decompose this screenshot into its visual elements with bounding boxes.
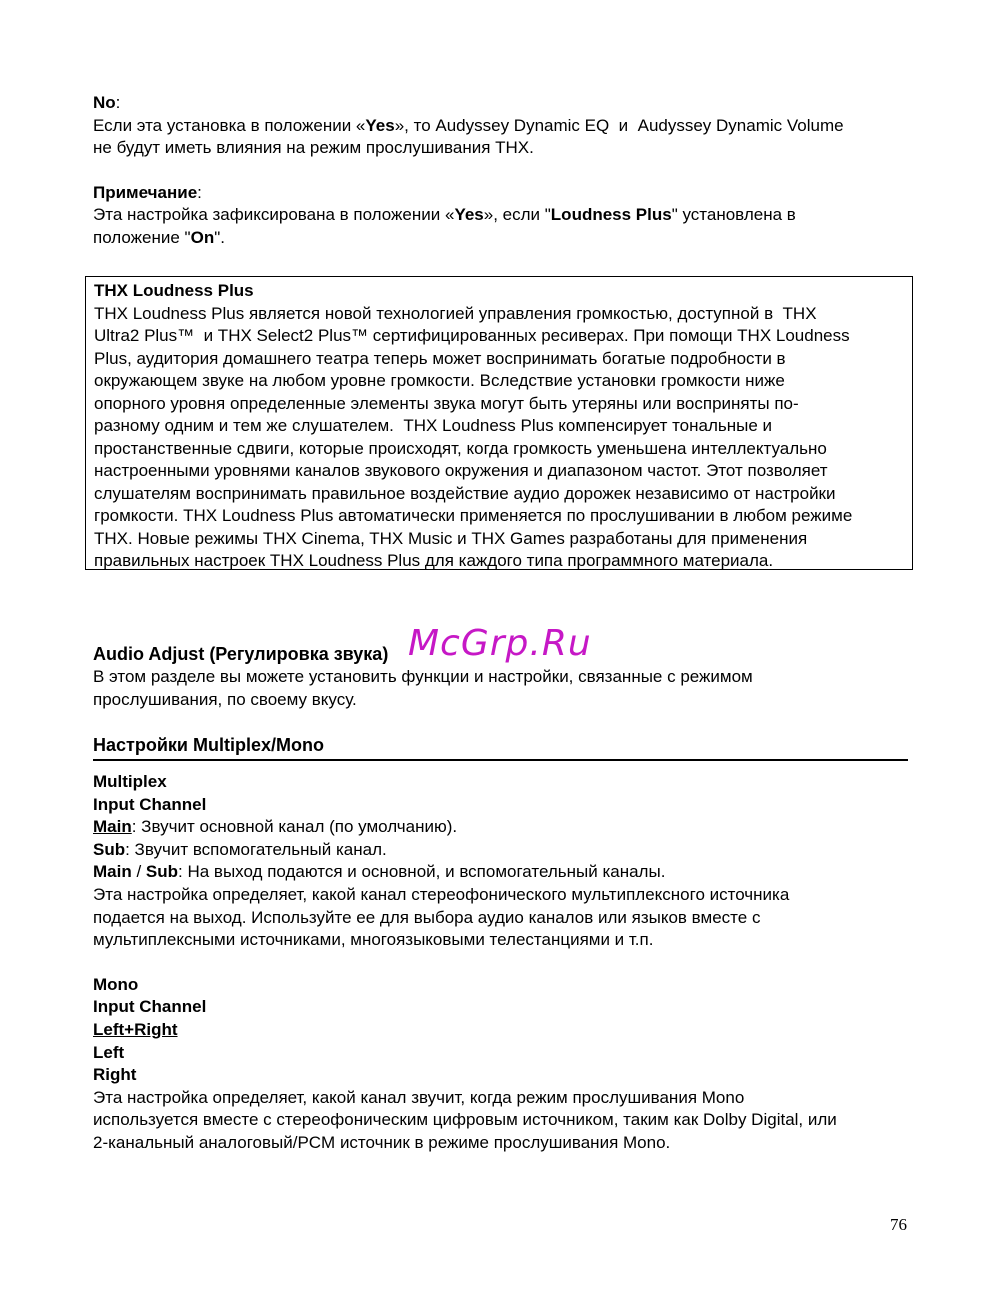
multiplex-title: Multiplex (93, 772, 167, 791)
thx-box-line: настроенными уровнями каналов звукового окружения и диапазоном частот. Этот позволяет (94, 461, 828, 480)
multiplex-desc-line: подается на выход. Используйте ее для выбора аудио каналов или языков вместе с (93, 907, 761, 927)
mono-option-left-right: Left+Right (93, 1019, 178, 1039)
thx-box-line: слушателям воспринимать правильное воздействие аудио дорожек независимо от настройки (94, 483, 836, 503)
mono-option-left: Left (93, 1042, 125, 1062)
thx-box-line: THX. Новые режимы THX Cinema, THX Music и THX Games разработаны для применения (94, 528, 808, 548)
thx-box-line: громкости. THX Loudness Plus автоматически применяется по прослушивании в любом режиме (94, 506, 853, 525)
multiplex-option-sub: Sub: Звучит вспомогательный канал. (93, 839, 387, 859)
page-number: 76 (890, 1215, 907, 1234)
note-heading: Примечание: (93, 182, 202, 202)
multiplex-mono-section (93, 733, 908, 1155)
mono-desc-line: используется вместе с стереофоническим цифровым источником, таким как Dolby Digital, или (93, 1110, 837, 1130)
mono-title: Mono (93, 974, 139, 994)
mono-input-channel: Input Channel (93, 997, 207, 1017)
audio-adjust-heading: Audio Adjust (Регулировка звука) (93, 644, 389, 664)
no-text-line1: Если эта установка в положении «Yes», то Audyssey Dynamic EQ и Audyssey Dynamic Volume (93, 115, 844, 135)
watermark-logo: McGrp.Ru (408, 623, 592, 664)
multiplex-option-main: Main: Звучит основной канал (по умолчанию). (93, 817, 458, 837)
multiplex-option-main-sub: Main / Sub: На выход подаются и основной, и вспомогательный каналы. (93, 862, 666, 882)
mono-desc-line: 2-канальный аналоговый/PCM источник в режиме прослушивания Mono. (93, 1132, 671, 1152)
no-heading: No: (93, 93, 121, 112)
thx-box-title: THX Loudness Plus (94, 281, 254, 300)
note-text-line1: Эта настройка зафиксирована в положении «Yes», если "Loudness Plus" установлена в (93, 205, 796, 225)
top-block (93, 92, 908, 250)
thx-box-line: опорного уровня определенные элементы звука могут быть утеряны или восприняты по- (94, 393, 799, 413)
thx-box-line: окружающем звуке на любом уровне громкости. Вследствие установки громкости ниже (94, 371, 785, 390)
multiplex-input-channel: Input Channel (93, 794, 207, 814)
thx-box-line: THX Loudness Plus является новой технологией управления громкостью, доступной в THX (94, 303, 817, 323)
audio-adjust-text-line2: прослушивания, по своему вкусу. (93, 689, 357, 709)
audio-adjust-text-line1: В этом разделе вы можете установить функции и настройки, связанные с режимом (93, 667, 753, 686)
mono-option-right: Right (93, 1065, 137, 1085)
mono-desc-line: Эта настройка определяет, какой канал звучит, когда режим прослушивания Mono (93, 1087, 745, 1107)
thx-box-line: Ultra2 Plus™ и THX Select2 Plus™ сертифицированных ресиверах. При помощи THX Loudness (94, 326, 850, 345)
note-text-line2: положение "On". (93, 227, 225, 247)
thx-loudness-box (85, 276, 913, 570)
no-text-line2: не будут иметь влияния на режим прослушивания THX. (93, 138, 534, 158)
thx-box-line: разному одним и тем же слушателем. THX Loudness Plus компенсирует тональные и (94, 416, 773, 435)
multiplex-mono-heading: Настройки Multiplex/Mono (93, 733, 908, 761)
thx-box-line: правильных настроек THX Loudness Plus для каждого типа программного материала. (94, 551, 774, 570)
thx-box-line: Plus, аудитория домашнего театра теперь может воспринимать богатые подробности в (94, 348, 786, 368)
multiplex-desc-line: Эта настройка определяет, какой канал стереофонического мультиплексного источника (93, 884, 790, 904)
thx-box-line: простанственные сдвиги, которые происходят, когда громкость уменьшена интеллектуально (94, 438, 827, 458)
multiplex-desc-line: мультиплексными источниками, многоязыковыми телестанциями и т.п. (93, 930, 654, 950)
